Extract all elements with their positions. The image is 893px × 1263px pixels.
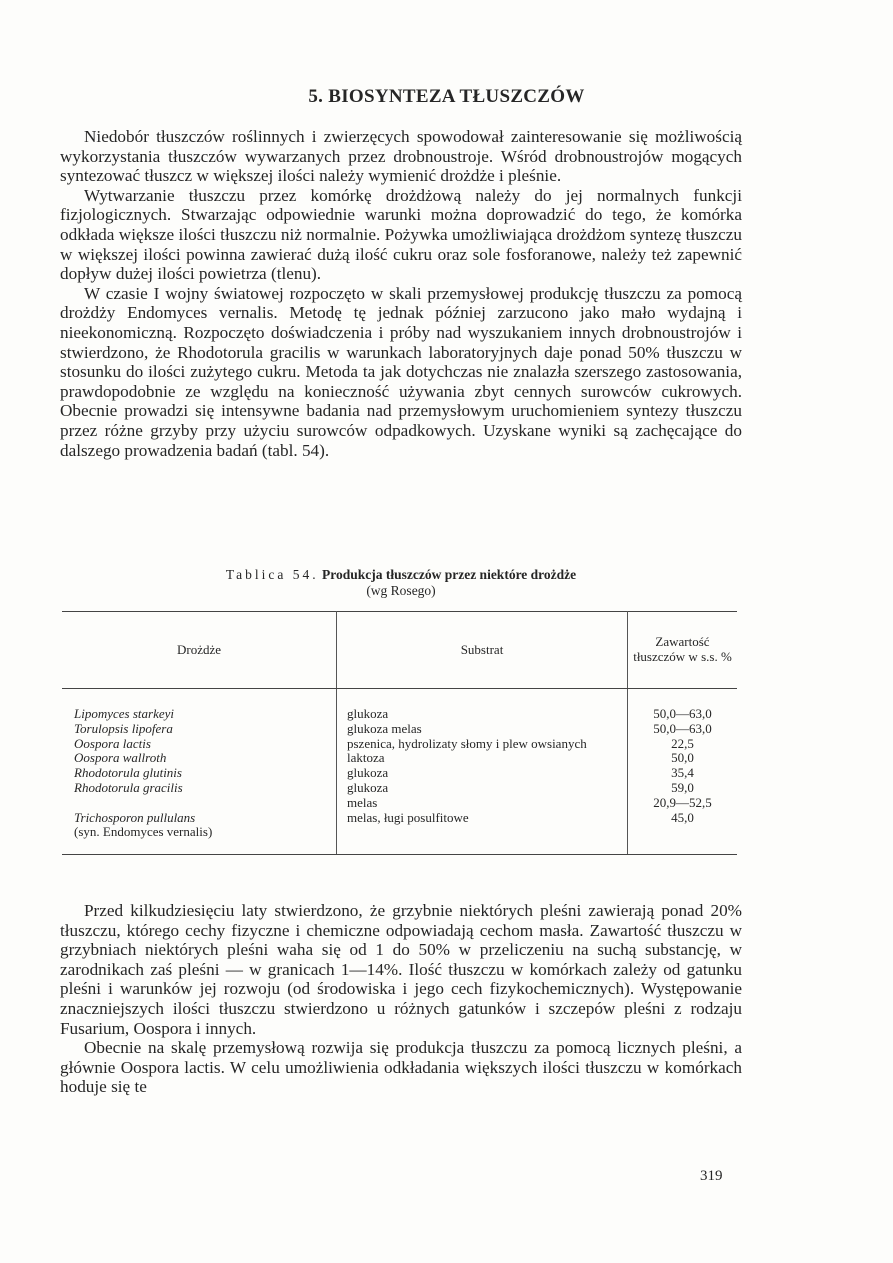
table-header-row <box>62 612 737 689</box>
cell-fat-content: 20,9—52,5 <box>653 794 712 810</box>
table-row <box>62 796 737 811</box>
table-source: (wg Rosego) <box>366 582 436 598</box>
cell-substrate: glukoza <box>337 689 628 722</box>
paragraph-2: Wytwarzanie tłuszczu przez komórkę drożdżową należy do jej normalnych funkcji fizjologicznych. Stwarzając odpowiednie warunki można doprowadzić do tego, że komórka odkłada większe ilości tłuszczu niż normalnie. Pożywka umożliwiająca drożdżom syntezę tłuszczu w większej ilości powinna zawierać dużą ilość cukru oraz sole fosforanowe, należy też zapewnić dopływ dużej ilości powietrza (tlenu). <box>60 185 742 284</box>
table-label: Tablica 54. <box>225 567 319 582</box>
table-caption <box>60 567 742 598</box>
page-number: 319 <box>700 1168 723 1184</box>
cell-organism: Lipomyces starkeyi <box>62 689 337 722</box>
cell-substrate: glukoza melas <box>337 722 628 737</box>
intro-text <box>60 127 742 460</box>
cell-fat-content: 22,5 <box>671 735 694 751</box>
paragraph-5: Obecnie na skalę przemysłową rozwija się produkcja tłuszczu za pomocą licznych pleśni, a głównie Oospora lactis. W celu umożliwienia odkładania większych ilości tłuszczu w komórkach hoduje się te <box>60 1038 742 1097</box>
cell-organism: Torulopsis lipofera <box>62 722 337 737</box>
cell-substrate: melas <box>337 796 628 811</box>
cell-organism: Rhodotorula gracilis <box>62 781 337 796</box>
cell-organism: Trichosporon pullulans (syn. Endomyces vernalis) <box>62 811 337 855</box>
cell-organism: Oospora wallroth <box>62 751 337 766</box>
paragraph-4: Przed kilkudziesięciu laty stwierdzono, że grzybnie niektórych pleśni zawierają ponad 20% tłuszczu, którego cechy fizyczne i chemiczne odpowiadają cechom masła. Zawartość tłuszczu w grzybniach niektórych pleśni waha się od 1 do 50% w przeliczeniu na suchą substancję, w zarodnikach zaś pleśni — w granicach 1—14%. Ilość tłuszczu w komórkach zależy od gatunku pleśni i warunków jej rozwoju (od środowiska i jego cech fizykochemicznych). Występowanie znaczniejszych ilości tłuszczu stwierdzono u różnych gatunków i szczepów pleśni z rodzaju Fusarium, Oospora i innych. <box>60 901 742 1038</box>
table-row <box>62 689 737 722</box>
header-yeast: Drożdże <box>62 612 337 689</box>
paragraph-1: Niedobór tłuszczów roślinnych i zwierzęcych spowodował zainteresowanie się możliwością wykorzystania tłuszczów wywarzanych przez drobnoustroje. Wśród drobnoustrojów mogących syntezować tłuszcz w większej ilości należy wymienić drożdże i pleśnie. <box>60 127 742 186</box>
cell-organism <box>62 796 337 811</box>
yeast-fat-table <box>62 611 737 855</box>
cell-substrate: laktoza <box>337 751 628 766</box>
table-body <box>62 689 737 855</box>
section-heading: 5. BIOSYNTEZA TŁUSZCZÓW <box>308 86 585 107</box>
cell-fat-content: 50,0—63,0 <box>653 706 712 721</box>
cell-fat-content: 35,4 <box>671 765 694 781</box>
cell-fat-content: 59,0 <box>671 779 694 795</box>
cell-substrate: glukoza <box>337 766 628 781</box>
mold-text <box>60 901 742 1097</box>
table-row <box>62 722 737 737</box>
table-row <box>62 781 737 796</box>
table-row <box>62 766 737 781</box>
cell-fat-content: 50,0 <box>671 750 694 766</box>
cell-substrate: glukoza <box>337 781 628 796</box>
cell-substrate: pszenica, hydrolizaty słomy i plew owsianych <box>337 737 628 752</box>
cell-fat-content: 45,0 <box>628 811 738 855</box>
header-substrate: Substrat <box>337 612 628 689</box>
cell-organism: Oospora lactis <box>62 737 337 752</box>
organism-synonym: (syn. Endomyces vernalis) <box>74 824 213 840</box>
table-row <box>62 737 737 752</box>
header-fat-content: Zawartość tłuszczów w s.s. % <box>628 612 738 689</box>
cell-substrate: melas, ługi posulfitowe <box>337 811 628 855</box>
table-title: Produkcja tłuszczów przez niektóre drożdże <box>321 567 577 582</box>
cell-organism: Rhodotorula glutinis <box>62 766 337 781</box>
cell-fat-content: 50,0—63,0 <box>653 720 712 736</box>
table-row <box>62 811 737 855</box>
paragraph-3: W czasie I wojny światowej rozpoczęto w skali przemysłowej produkcję tłuszczu za pomocą drożdży Endomyces vernalis. Metodę tę jednak później zarzucono jako mało wydajną i nieekonomiczną. Rozpoczęto doświadczenia i próby nad wyszukaniem innych drobnoustrojów i stwierdzono, że Rhodotorula gracilis w warunkach laboratoryjnych daje ponad 50% tłuszczu w stosunku do ilości zużytego cukru. Metoda ta jak dotychczas nie znalazła szerszego zastosowania, prawdopodobnie ze względu na konieczność używania zbyt cennych surowców cukrowych. Obecnie prowadzi się intensywne badania nad przemysłowym uruchomieniem syntezy tłuszczu przez różne grzyby przy użyciu surowców odpadkowych. Uzyskane wyniki są zachęcające do dalszego prowadzenia badań (tabl. 54). <box>60 283 742 460</box>
table-row <box>62 751 737 766</box>
